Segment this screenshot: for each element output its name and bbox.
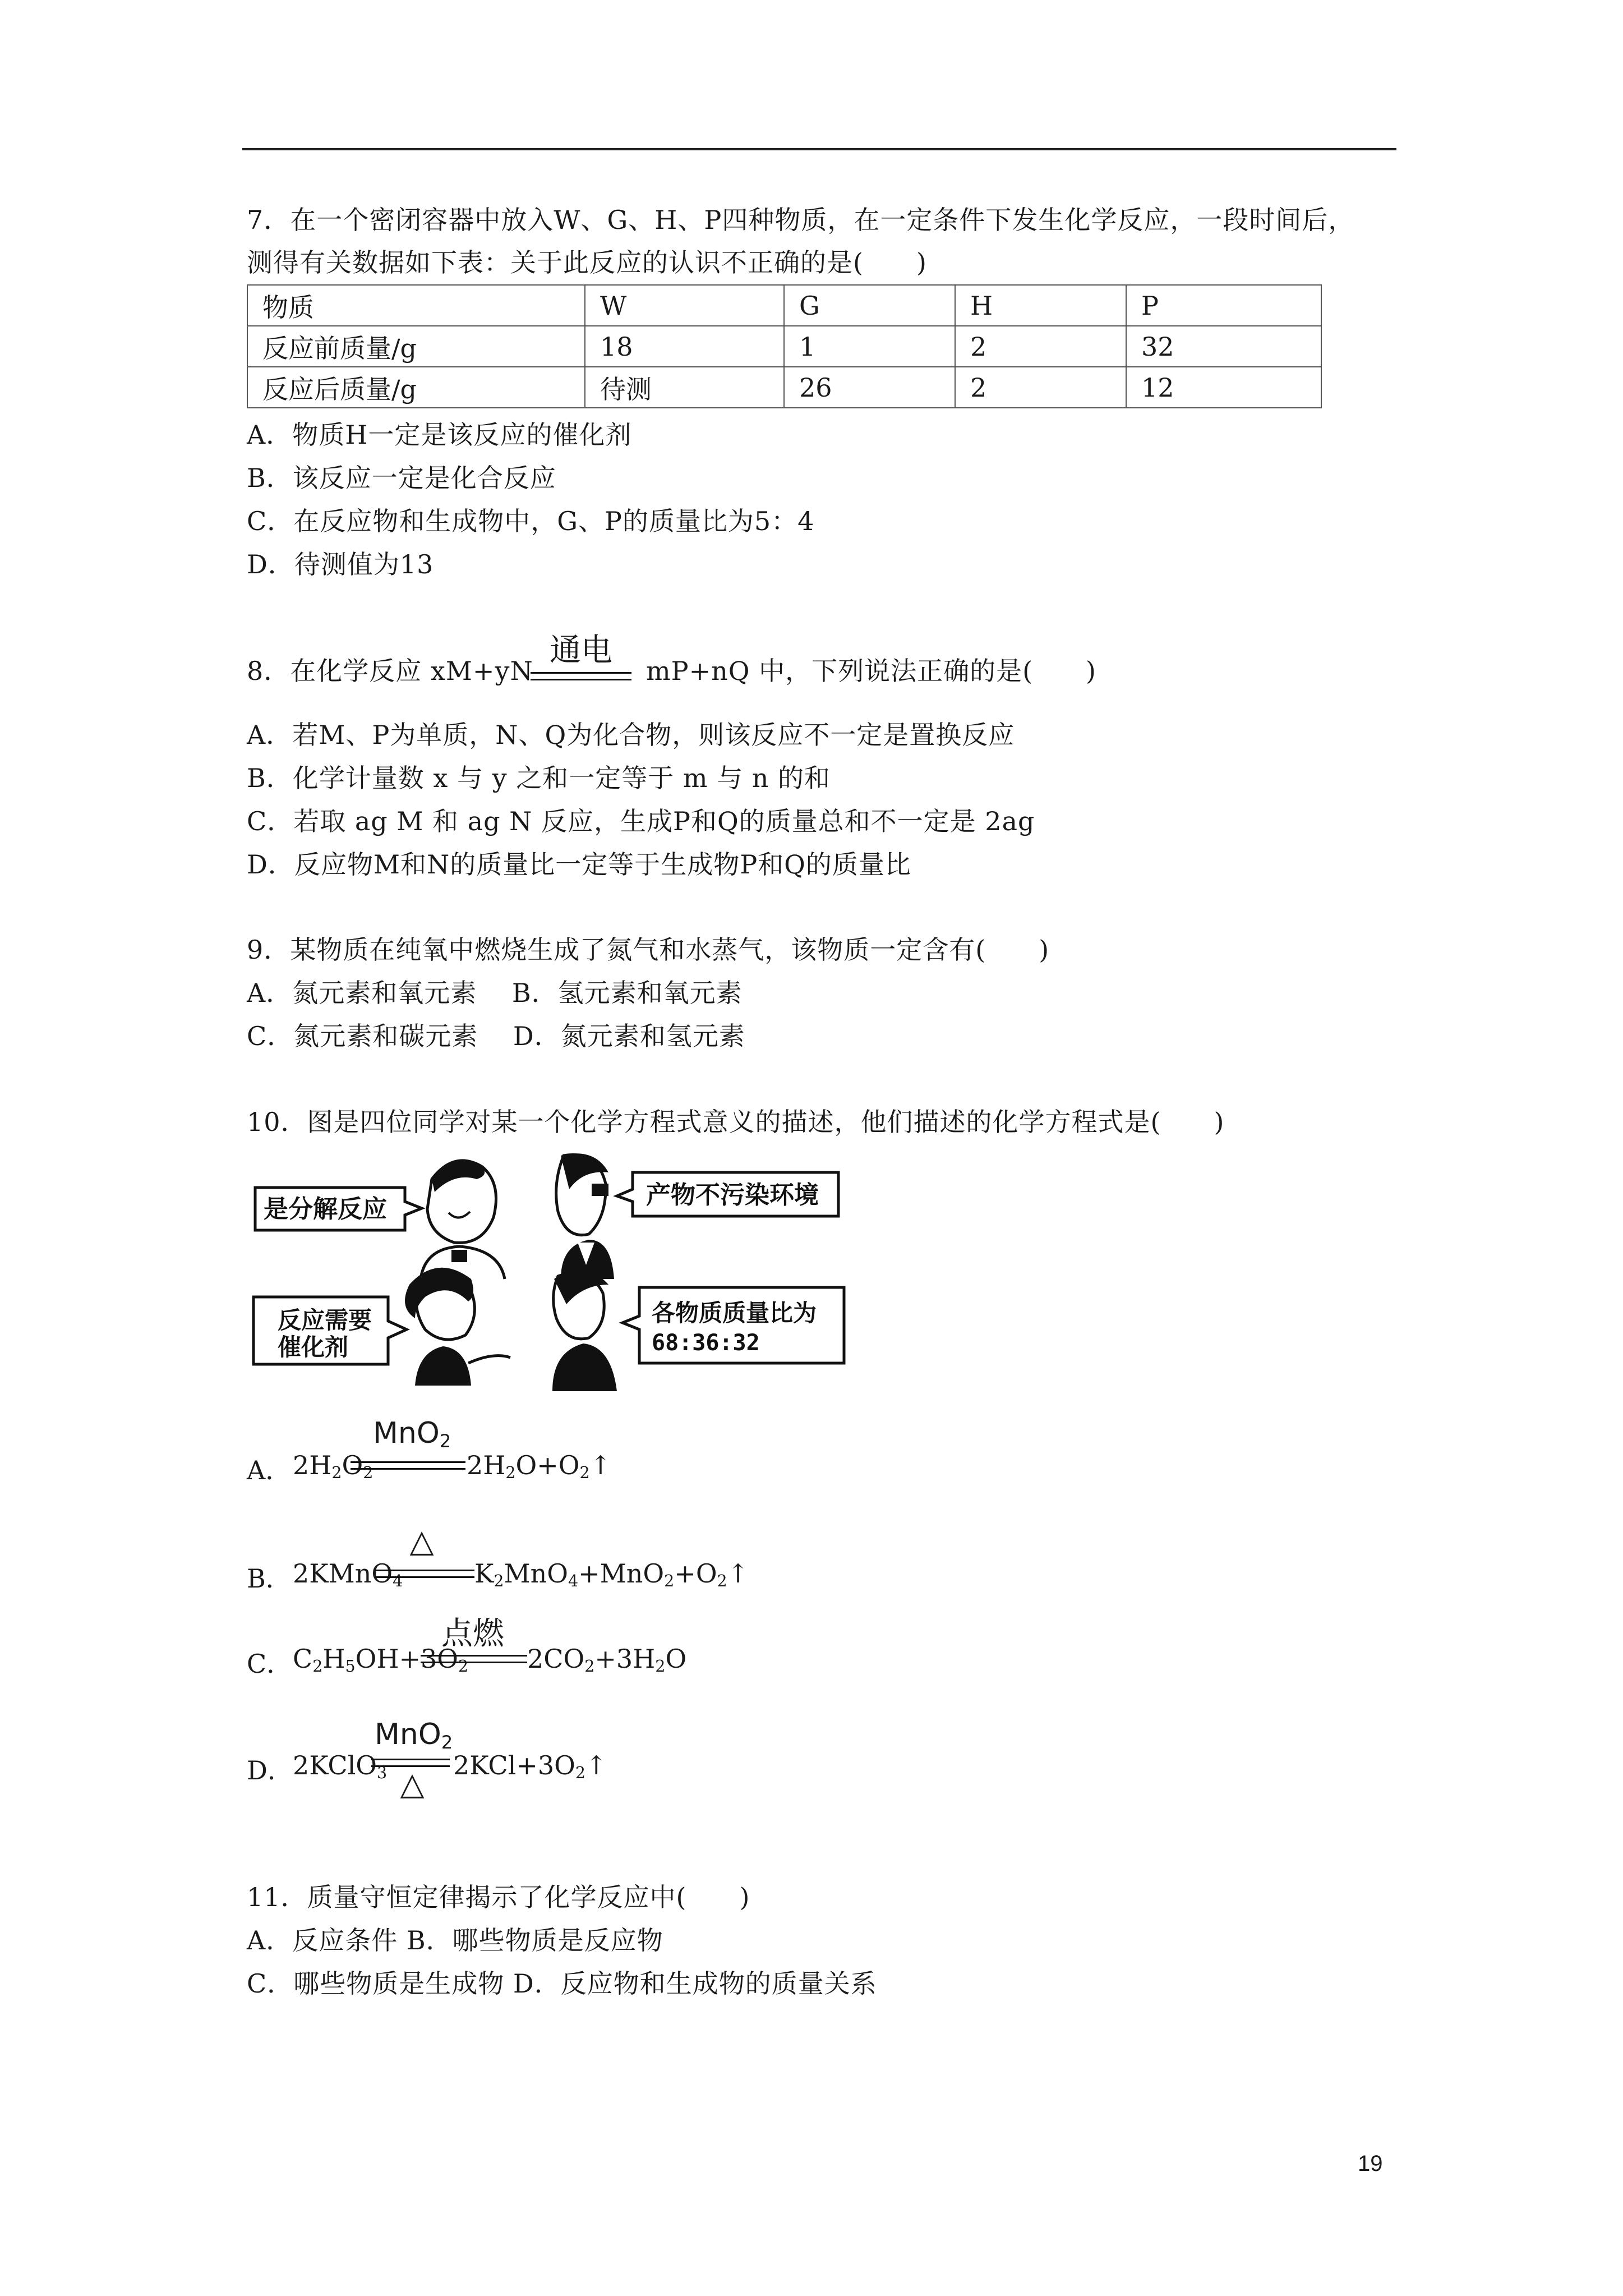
q10-stem: 10．图是四位同学对某一个化学方程式意义的描述，他们描述的化学方程式是( ) xyxy=(247,1107,1225,1137)
bubble-mass-ratio-line1: 各物质质量比为 xyxy=(652,1299,817,1327)
table-cell: 待测 xyxy=(585,367,784,408)
reactants: $2H_2O_2$ xyxy=(293,1450,374,1483)
option-label: B． xyxy=(247,1563,292,1594)
table-cell: 反应前质量/g xyxy=(247,326,585,367)
bubble-mass-ratio-line2: 68:36:32 xyxy=(652,1330,760,1356)
q9-options-cd: C．氮元素和碳元素 D．氮元素和氢元素 xyxy=(247,1021,745,1051)
q10-a-equals-sign xyxy=(351,1461,465,1470)
q10-c-equals-sign xyxy=(421,1655,527,1663)
q9-stem: 9．某物质在纯氧中燃烧生成了氮气和水蒸气，该物质一定含有( ) xyxy=(247,935,1050,965)
table-cell: 2 xyxy=(955,367,1126,408)
q7-option-d: D．待测值为13 xyxy=(247,549,434,579)
q10-c-products: $2CO_2+3H_2O$ xyxy=(527,1644,687,1676)
q10-figure-students xyxy=(247,1150,869,1397)
bubble-catalyst-line2: 催化剂 xyxy=(278,1333,349,1361)
q7-stem-line2: 测得有关数据如下表：关于此反应的认识不正确的是( ) xyxy=(247,247,927,278)
bubble-decomposition: 是分解反应 xyxy=(264,1195,387,1223)
q9-options-ab: A．氮元素和氧元素 B．氢元素和氧元素 xyxy=(247,978,743,1008)
student-icon xyxy=(421,1161,505,1279)
table-cell: P xyxy=(1126,285,1321,326)
option-label: C． xyxy=(247,1649,293,1679)
q10-d-condition-top: MnO$_2$ xyxy=(375,1718,453,1754)
q8-option-c: C．若取 ag M 和 ag N 反应，生成P和Q的质量总和不一定是 2ag xyxy=(247,806,1035,836)
option-label: D． xyxy=(247,1755,293,1786)
q8-stem-prefix: 8．在化学反应 xM+yN xyxy=(247,656,533,686)
q7-stem-line1: 7．在一个密闭容器中放入W、G、H、P四种物质，在一定条件下发生化学反应，一段时间后， xyxy=(247,205,1355,235)
q10-b-condition: △ xyxy=(409,1523,434,1559)
q10-c-condition: 点燃 xyxy=(441,1616,504,1652)
table-cell: 18 xyxy=(585,326,784,367)
table-cell: 12 xyxy=(1126,367,1321,408)
table-cell: 物质 xyxy=(247,285,585,326)
q10-d-products: $2KCl+3O_2↑$ xyxy=(453,1750,607,1783)
q10-b-products: $K_2MnO_4+MnO_2+O_2↑$ xyxy=(474,1558,749,1591)
table-cell: W xyxy=(585,285,784,326)
student-icon xyxy=(405,1268,510,1386)
q8-equals-sign xyxy=(531,672,631,680)
table-cell: 反应后质量/g xyxy=(247,367,585,408)
header-rule xyxy=(242,148,1396,150)
table-cell: G xyxy=(784,285,955,326)
q7-option-b: B．该反应一定是化合反应 xyxy=(247,463,556,493)
page-number: 19 xyxy=(1358,2151,1383,2176)
q7-option-a: A．物质H一定是该反应的催化剂 xyxy=(247,420,632,450)
table-cell: 26 xyxy=(784,367,955,408)
option-label: A． xyxy=(247,1455,292,1485)
table-cell: H xyxy=(955,285,1126,326)
q11-options-ab: A．反应条件 B．哪些物质是反应物 xyxy=(247,1925,663,1955)
q8-condition: 通电 xyxy=(550,632,612,669)
q8-option-b: B．化学计量数 x 与 y 之和一定等于 m 与 n 的和 xyxy=(247,763,831,793)
q10-d-condition-bottom: △ xyxy=(400,1766,425,1802)
q11-options-cd: C．哪些物质是生成物 D．反应物和生成物的质量关系 xyxy=(247,1968,877,1999)
student-icon xyxy=(556,1153,614,1279)
q10-b-equals-sign xyxy=(375,1570,474,1578)
table-cell: 1 xyxy=(784,326,955,367)
q8-option-a: A．若M、P为单质，N、Q为化合物，则该反应不一定是置换反应 xyxy=(247,720,1015,750)
bubble-no-pollution: 产物不污染环境 xyxy=(646,1181,819,1209)
q8-stem-suffix: mP+nQ 中，下列说法正确的是( ) xyxy=(646,656,1096,686)
q11-stem: 11．质量守恒定律揭示了化学反应中( ) xyxy=(247,1882,750,1912)
table-header-row xyxy=(247,285,1321,326)
bubble-catalyst-line1: 反应需要 xyxy=(278,1306,372,1334)
q7-data-table xyxy=(247,284,1322,408)
student-icon xyxy=(552,1269,617,1391)
table-cell: 2 xyxy=(955,326,1126,367)
reactants: 2KClO$_3$ xyxy=(293,1750,388,1783)
table-row xyxy=(247,367,1321,408)
q8-option-d: D．反应物M和N的质量比一定等于生成物P和Q的质量比 xyxy=(247,849,911,880)
reactants: $C_2H_5OH+3O_2$ xyxy=(293,1644,469,1676)
reactants: 2KMnO$_4$ xyxy=(293,1558,403,1591)
table-row xyxy=(247,326,1321,367)
q10-a-condition: MnO$_2$ xyxy=(373,1416,451,1452)
q7-option-c: C．在反应物和生成物中，G、P的质量比为5：4 xyxy=(247,506,815,536)
q10-a-products: $2H_2O+O_2↑$ xyxy=(467,1450,612,1483)
table-cell: 32 xyxy=(1126,326,1321,367)
